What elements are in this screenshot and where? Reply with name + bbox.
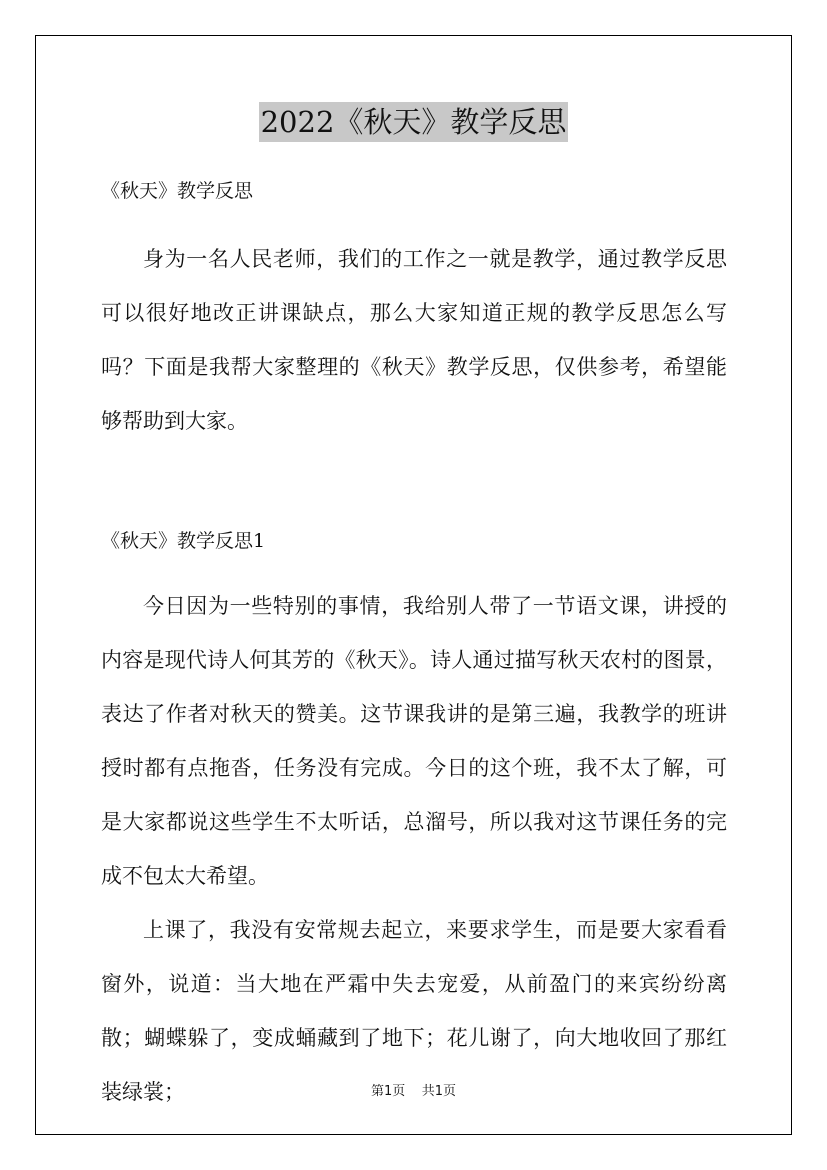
spacer: [101, 555, 727, 579]
intro-heading: 《秋天》教学反思: [101, 180, 254, 202]
spacer: [101, 448, 727, 528]
section1-paragraph-2: 上课了，我没有安常规去起立，来要求学生，而是要大家看看窗外，说道：当大地在严霜中失去宠爱，从前盈门的来宾纷纷离散；蝴蝶躲了，变成蛹藏到了地下；花儿谢了，向大地收回了那红装绿裳；: [101, 918, 727, 1104]
page-total: 共1页: [421, 1084, 457, 1099]
page-footer: [0, 1084, 827, 1100]
title-container: [0, 102, 827, 142]
document-title: 2022《秋天》教学反思: [259, 102, 569, 142]
page-number: 第1页: [370, 1084, 406, 1099]
document-body: [101, 178, 727, 1119]
spacer: [101, 205, 727, 232]
intro-paragraph: 身为一名人民老师，我们的工作之一就是教学，通过教学反思可以很好地改正讲课缺点，那么大家知道正规的教学反思怎么写吗？下面是我帮大家整理的《秋天》教学反思，仅供参考，希望能够帮助到大家。: [101, 247, 727, 433]
section1-paragraph-1: 今日因为一些特别的事情，我给别人带了一节语文课，讲授的内容是现代诗人何其芳的《秋天》。诗人通过描写秋天农村的图景，表达了作者对秋天的赞美。这节课我讲的是第三遍，我教学的班讲授时都有点拖沓，任务没有完成。今日的这个班，我不太了解，可是大家都说这些学生不太听话，总溜号，所以我对这节课任务的完成不包太大希望。: [101, 594, 727, 888]
section1-heading: 《秋天》教学反思1: [101, 530, 266, 552]
footer-separator: [409, 1084, 417, 1099]
